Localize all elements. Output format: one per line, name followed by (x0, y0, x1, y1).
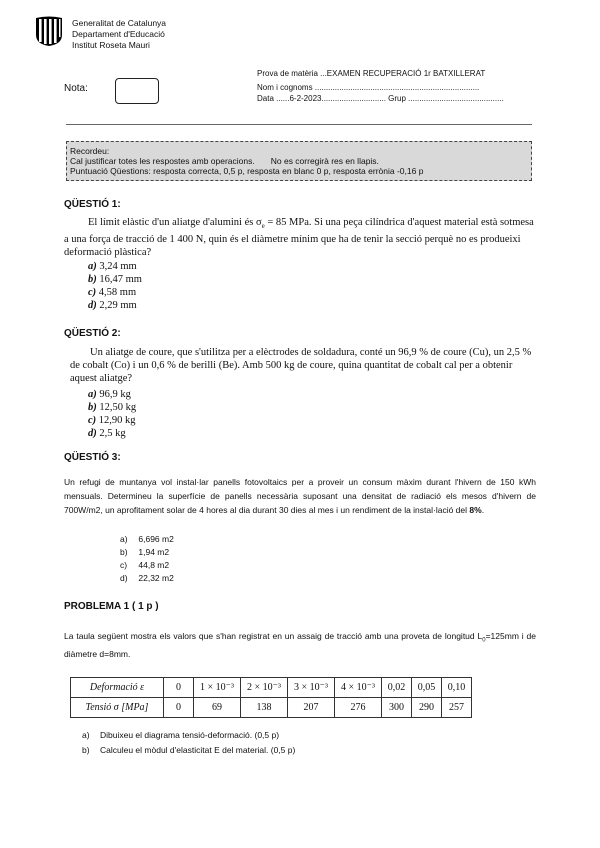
table-cell: 1 × 10⁻³ (194, 678, 241, 698)
recordeu-box (66, 141, 532, 181)
table-cell: 300 (382, 698, 412, 718)
task-item: b) Calculeu el mòdul d'elasticitat E del material. (0,5 p) (82, 745, 296, 755)
q3-text-bold: 8% (469, 505, 482, 515)
option[interactable]: c) 12,90 kg (88, 415, 136, 426)
catalan-coat-of-arms-icon (34, 15, 64, 47)
q2-text: Un aliatge de coure, que s'utilitza per a elèctrodes de soldadura, conté un 96,9 % de coure (Cu), un 2,5 % de cobalt (Co) i un 0,6 % de berilli (Be). Amb 500 kg de coure, quina quantitat de cobalt cal per a obtenir aquest aliatge? (70, 347, 532, 384)
table-cell: 276 (335, 698, 382, 718)
option[interactable]: b) 16,47 mm (88, 274, 142, 285)
q1-options (88, 260, 142, 312)
header-divider (66, 124, 532, 125)
option[interactable]: a) 6,696 m2 (120, 534, 174, 544)
exam-line: Prova de matèria ...EXAMEN RECUPERACIÓ 1r BATXILLERAT (257, 69, 486, 78)
date-line: Data ......6-2-2023............................. Grup ........................................... (257, 94, 504, 103)
table-row (71, 698, 472, 718)
recordeu-line-1b: No es corregirà res en llapis. (270, 156, 379, 166)
option[interactable]: c) 44,8 m2 (120, 560, 170, 570)
q3-text (64, 475, 536, 517)
q3-title: QÜESTIÓ 3: (64, 452, 121, 463)
institution-line: Generalitat de Catalunya (72, 18, 167, 28)
option[interactable]: d) 2,5 kg (88, 428, 126, 439)
table-cell: 69 (194, 698, 241, 718)
exam-info (257, 67, 504, 106)
q2-title: QÜESTIÓ 2: (64, 328, 121, 339)
nota-label: Nota: (64, 83, 88, 94)
task-item: a) Dibuixeu el diagrama tensió-deformació. (0,5 p) (82, 730, 280, 740)
table-cell: 0,10 (442, 678, 472, 698)
q3-text-a: Un refugi de muntanya vol instal·lar panells fotovoltaics per a proveir un consum màxim durant l'hivern de 150 kWh mensuals. Determineu la superfície de panells necessària suposant una densitat de radiació els mesos d'hivern de 700W/m2, un aprofitament solar de 4 hores al dia durant 30 dies al mes i un rendiment de la instal·lació del (64, 477, 536, 515)
table-cell: 0 (164, 698, 194, 718)
q1-text-a: El límit elàstic d'un aliatge d'alumini és σ (88, 217, 262, 228)
option[interactable]: c) 4,58 mm (88, 287, 137, 298)
table-cell: 4 × 10⁻³ (335, 678, 382, 698)
q2-options (88, 388, 136, 440)
option[interactable]: d) 2,29 mm (88, 300, 137, 311)
institution-line: Institut Roseta Mauri (72, 40, 150, 50)
option[interactable]: d) 22,32 m2 (120, 573, 174, 583)
option[interactable]: a) 3,24 mm (88, 261, 137, 272)
q3-options (120, 533, 174, 585)
problem1-text-b: =125mm i de diàmetre d=8mm. (64, 631, 536, 659)
problem1-tasks (82, 728, 295, 758)
name-line: Nom i cognoms .......................................................................... (257, 83, 480, 92)
option[interactable]: a) 96,9 kg (88, 389, 131, 400)
table-cell: 290 (412, 698, 442, 718)
q1-text-sub: e (261, 222, 265, 231)
institution-block (72, 18, 166, 51)
table-cell: 257 (442, 698, 472, 718)
table-row-header: Deformació ε (71, 678, 164, 698)
table-cell: 2 × 10⁻³ (241, 678, 288, 698)
table-row-header: Tensió σ [MPa] (71, 698, 164, 718)
table-cell: 138 (241, 698, 288, 718)
q3-text-b: . (481, 505, 485, 515)
problem1-text-sub: 0 (482, 637, 486, 644)
table-cell: 3 × 10⁻³ (288, 678, 335, 698)
table-cell: 0,05 (412, 678, 442, 698)
problem1-title: PROBLEMA 1 ( 1 p ) (64, 601, 159, 612)
institution-line: Departament d'Educació (72, 29, 165, 39)
problem1-text (64, 630, 536, 661)
table-row (71, 678, 472, 698)
recordeu-line-1a: Cal justificar totes les respostes amb operacions. (70, 156, 255, 166)
table-cell: 207 (288, 698, 335, 718)
nota-box (115, 78, 159, 104)
q1-title: QÜESTIÓ 1: (64, 199, 121, 210)
table-cell: 0,02 (382, 678, 412, 698)
option[interactable]: b) 12,50 kg (88, 402, 137, 413)
q1-text-b: = 85 MPa. Si una peça cilíndrica d'aquest material està sotmesa a una força de tracció de 1 400 N, quin és el diàmetre mínim que ha de tenir la secció perquè no es produeixi deformació plàstica? (64, 217, 534, 259)
q1-text (64, 216, 536, 259)
recordeu-line-1 (70, 156, 528, 166)
recordeu-title: Recordeu: (70, 146, 110, 156)
recordeu-line-2: Puntuació Qüestions: resposta correcta, 0,5 p, resposta en blanc 0 p, resposta errònia -0,16 p (70, 166, 424, 176)
option[interactable]: b) 1,94 m2 (120, 547, 170, 557)
table-cell: 0 (164, 678, 194, 698)
problem1-text-a: La taula següent mostra els valors que s'han registrat en un assaig de tracció amb una proveta de longitud L (64, 631, 483, 641)
tensile-data-table (70, 677, 472, 718)
